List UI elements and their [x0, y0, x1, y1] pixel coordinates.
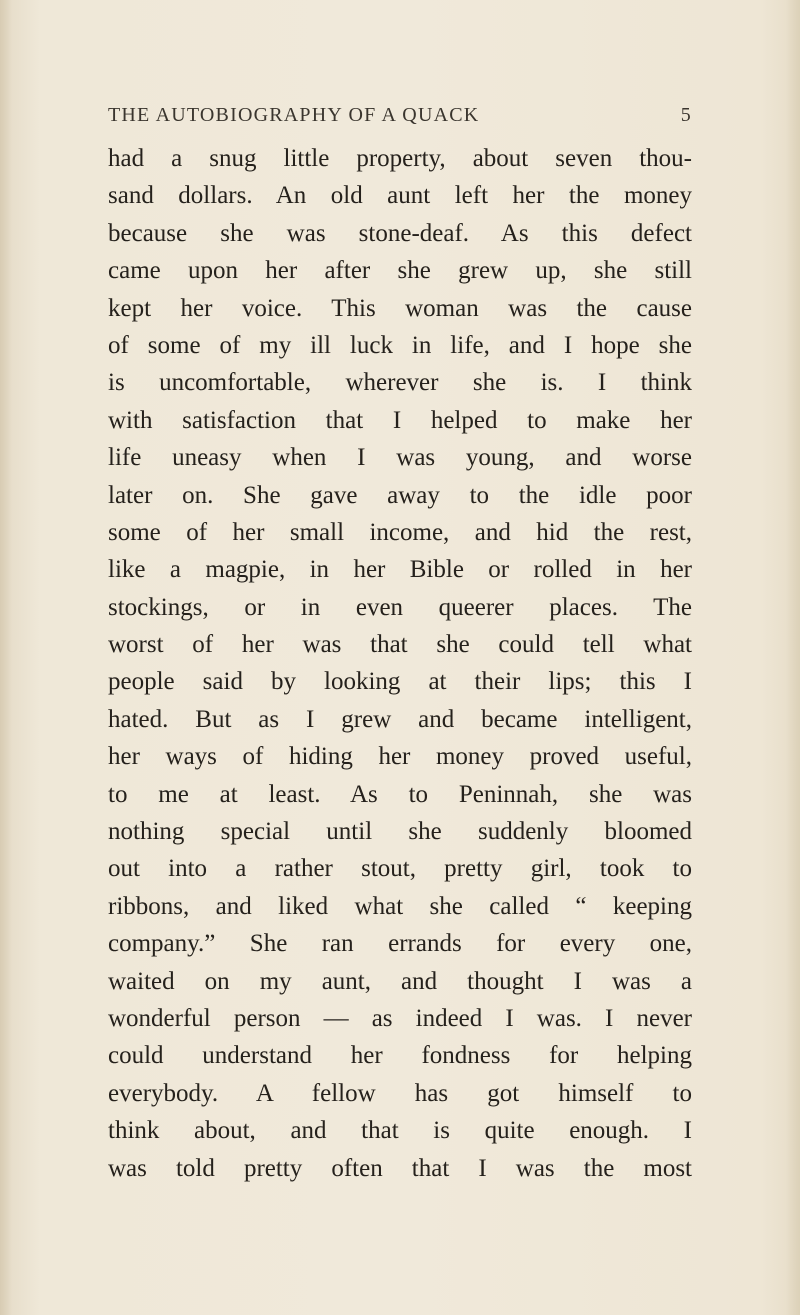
text-line: her ways of hiding her money proved useful,: [108, 743, 692, 771]
text-line: was told pretty often that I was the most: [108, 1154, 692, 1182]
text-line: could understand her fondness for helping: [108, 1042, 692, 1070]
text-line: came upon her after she grew up, she still: [108, 257, 692, 285]
text-line: waited on my aunt, and thought I was a: [108, 967, 692, 995]
page-right-edge-shadow: [786, 0, 800, 1315]
text-line: company.” She ran errands for every one,: [108, 930, 692, 958]
text-line: hated. But as I grew and became intelligent,: [108, 705, 692, 733]
text-line: out into a rather stout, pretty girl, took to: [108, 855, 692, 883]
text-line: people said by looking at their lips; this I: [108, 668, 692, 696]
text-line: everybody. A fellow has got himself to: [108, 1079, 692, 1107]
text-line: nothing special until she suddenly bloomed: [108, 818, 692, 846]
text-line: later on. She gave away to the idle poor: [108, 481, 692, 509]
text-line: to me at least. As to Peninnah, she was: [108, 780, 692, 808]
text-line: of some of my ill luck in life, and I hope she: [108, 331, 692, 359]
text-line: with satisfaction that I helped to make her: [108, 406, 692, 434]
text-line: worst of her was that she could tell what: [108, 631, 692, 659]
text-line: sand dollars. An old aunt left her the money: [108, 182, 692, 210]
text-line: ribbons, and liked what she called “ keeping: [108, 892, 692, 920]
running-title: THE AUTOBIOGRAPHY OF A QUACK: [108, 104, 480, 126]
text-line: like a magpie, in her Bible or rolled in her: [108, 556, 692, 584]
text-line: wonderful person — as indeed I was. I never: [108, 1004, 692, 1032]
text-line: had a snug little property, about seven thou-: [108, 145, 692, 172]
page-number: 5: [680, 104, 692, 126]
body-text: [108, 140, 692, 1187]
page-left-edge-shadow: [0, 0, 12, 1315]
text-line: is uncomfortable, wherever she is. I think: [108, 369, 692, 397]
text-line: life uneasy when I was young, and worse: [108, 444, 692, 472]
text-line: because she was stone-deaf. As this defect: [108, 219, 692, 247]
text-line: think about, and that is quite enough. I: [108, 1117, 692, 1145]
text-line: some of her small income, and hid the rest,: [108, 518, 692, 546]
text-line: stockings, or in even queerer places. The: [108, 593, 692, 621]
text-line: kept her voice. This woman was the cause: [108, 294, 692, 322]
running-head: [108, 104, 692, 130]
